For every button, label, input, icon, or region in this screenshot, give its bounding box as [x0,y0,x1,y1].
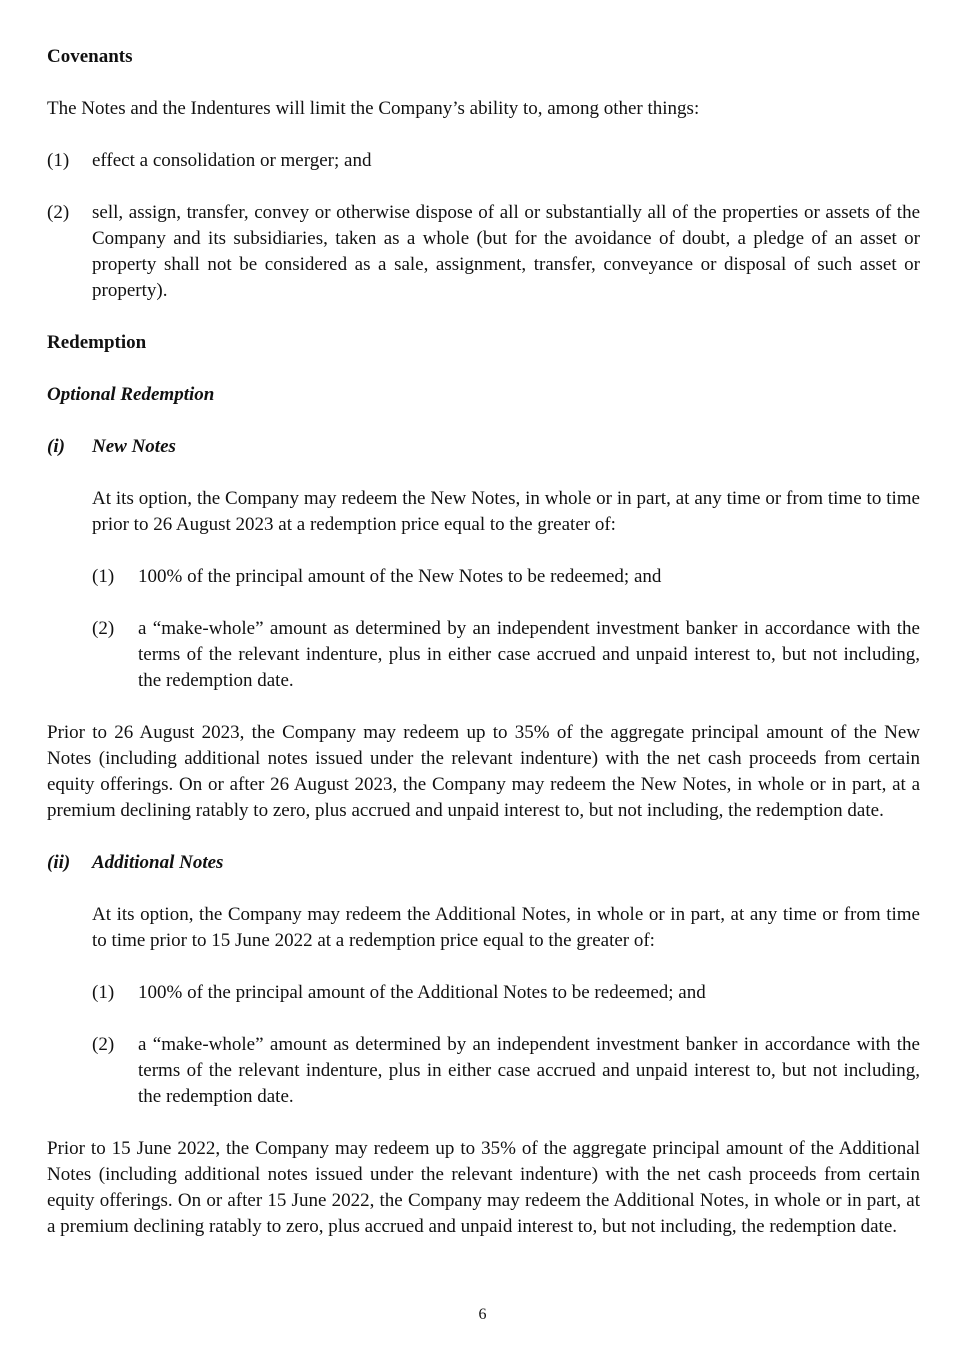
list-number: (1) [47,150,70,171]
list-text: a “make-whole” amount as determined by an independent investment banker in accordance with the terms of the relevant indenture, plus in either case accrued and unpaid interest to, but not including, the redemption date. [138,1034,920,1107]
list-number: (1) [92,982,115,1003]
list-number: (2) [47,202,70,223]
list-text: sell, assign, transfer, convey or otherwise dispose of all or substantially all of the properties or assets of the Company and its subsidiaries, taken as a whole (but for the avoidance of doubt, a pledge of an asset or property shall not be considered as a sale, assignment, transfer, conveyance or disposal of such asset or property). [92,202,920,301]
optional-redemption-heading: Optional Redemption [47,384,215,405]
section-title: Additional Notes [92,852,224,873]
list-text: effect a consolidation or merger; and [92,150,372,171]
section-number: (i) [47,436,65,457]
list-number: (2) [92,618,115,639]
additional-notes-paragraph: Prior to 15 June 2022, the Company may redeem up to 35% of the aggregate principal amount of the Additional Notes (including additional notes issued under the relevant indenture) with the net cash proceeds from certain equity offerings. On or after 15 June 2022, the Company may redeem the Additional Notes, in whole or in part, at a premium declining ratably to zero, plus accrued and unpaid interest to, but not including, the redemption date. [47,1138,920,1237]
list-text: a “make-whole” amount as determined by an independent investment banker in accordance with the terms of the relevant indenture, plus in either case accrued and unpaid interest to, but not including, the redemption date. [138,618,920,691]
additional-notes-heading [47,850,920,876]
redemption-heading: Redemption [47,332,147,353]
list-number: (1) [92,566,115,587]
list-item [92,980,920,1006]
new-notes-intro: At its option, the Company may redeem the New Notes, in whole or in part, at any time or from time to time prior to 26 August 2023 at a redemption price equal to the greater of: [92,488,920,535]
list-item [92,616,920,694]
list-item [47,200,920,304]
new-notes-paragraph: Prior to 26 August 2023, the Company may redeem up to 35% of the aggregate principal amount of the New Notes (including additional notes issued under the relevant indenture) with the net cash proceeds from certain equity offerings. On or after 26 August 2023, the Company may redeem the New Notes, in whole or in part, at a premium declining ratably to zero, plus accrued and unpaid interest to, but not including, the redemption date. [47,722,920,821]
section-number: (ii) [47,852,71,873]
list-item [92,564,920,590]
list-text: 100% of the principal amount of the Additional Notes to be redeemed; and [138,982,706,1003]
additional-notes-intro: At its option, the Company may redeem the Additional Notes, in whole or in part, at any time or from time to time prior to 15 June 2022 at a redemption price equal to the greater of: [92,904,920,951]
new-notes-heading [47,434,920,460]
page-number: 6 [478,1306,487,1323]
list-number: (2) [92,1034,115,1055]
covenants-intro: The Notes and the Indentures will limit the Company’s ability to, among other things: [47,98,700,119]
document-page [47,44,920,1266]
list-item [92,1032,920,1110]
list-item [47,148,920,174]
list-text: 100% of the principal amount of the New Notes to be redeemed; and [138,566,662,587]
section-title: New Notes [92,436,176,457]
covenants-heading: Covenants [47,46,133,67]
